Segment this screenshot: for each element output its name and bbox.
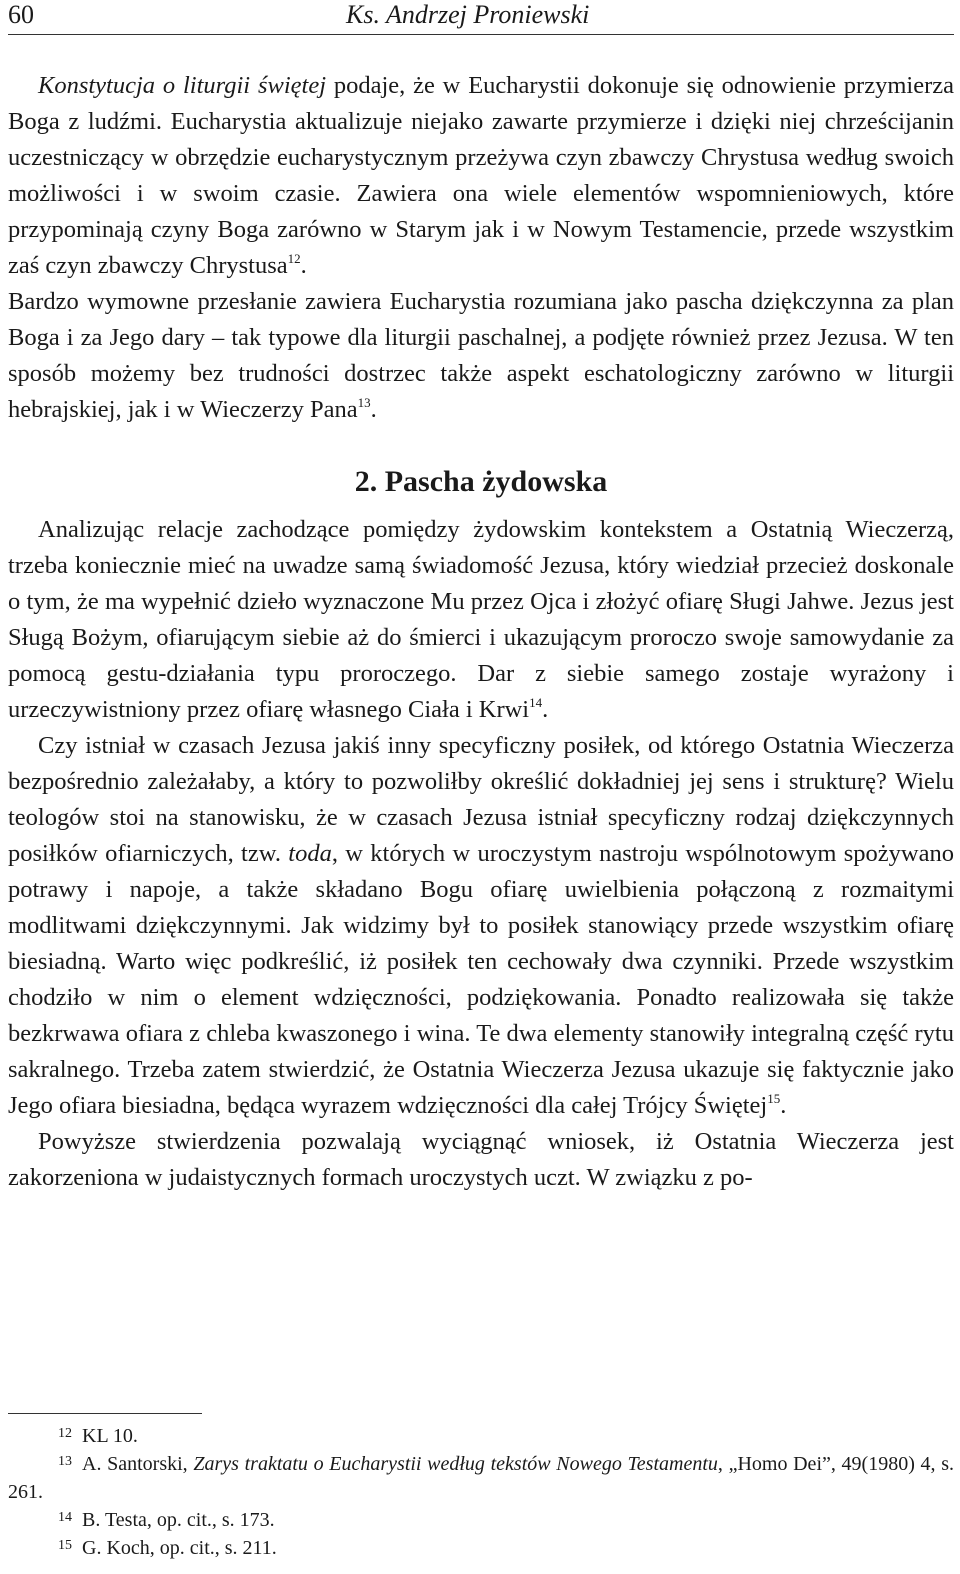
- body-text: [8, 68, 954, 1196]
- footnote-item: 14 B. Testa, op. cit., s. 173.: [58, 1509, 275, 1531]
- paragraph-5: [8, 1124, 954, 1196]
- paragraph-text: Powyższe stwierdzenia pozwalają wyciągnąć wniosek, iż Ostatnia Wieczerza jest zakorzeniona w judaistycznych formach uroczystych uczt. W związku z po-: [8, 1128, 954, 1191]
- footnote-text-cont: , „Homo Dei”, 49(1980) 4, s. 261.: [8, 1453, 955, 1503]
- footnote-item: 15 G. Koch, op. cit., s. 211.: [58, 1537, 277, 1559]
- paragraph-end: .: [370, 396, 377, 423]
- paragraph-1: [8, 68, 954, 284]
- paragraph-end: .: [542, 696, 549, 723]
- paragraph-text: Bardzo wymowne przesłanie zawiera Eucharystia rozumiana jako pascha dziękczynna za plan Boga i za Jego dary – tak typowe dla liturgii paschalnej, a podjęte również przez Jezusa. W ten sposób możemy bez trudności dostrzec także aspekt eschatologiczny zarówno w liturgii hebrajskiej, jak i w Wieczerzy Pana: [8, 288, 954, 423]
- italic-title: Konstytucja o liturgii świętej: [38, 72, 326, 99]
- footnote-text: B. Testa, op. cit., s. 173.: [82, 1509, 275, 1531]
- footnote-ref[interactable]: 13: [357, 395, 371, 410]
- footnote-item: 12 KL 10.: [58, 1425, 138, 1447]
- paragraph-text: podaje, że w Eucharystii dokonuje się odnowienie przymierza Boga z ludźmi. Eucharystia aktualizuje niejako zawarte przymierze i dzięki niej chrześcijanin uczestniczący w obrzędzie eucharystycznym przeżywa czyn zbawczy Chrystusa według swoich możliwości i w swoim czasie. Zawiera ona wiele elementów wspomnieniowych, które przypominają czyny Boga zarówno w Starym jak i w Nowym Testamencie, przede wszystkim zaś czyn zbawczy Chrystusa: [8, 72, 954, 279]
- paragraph-3: [8, 512, 954, 728]
- italic-term: toda: [288, 840, 332, 867]
- footnote-ref[interactable]: 15: [767, 1091, 781, 1106]
- footnote-italic-title: Zarys traktatu o Eucharystii według tekstów Nowego Testamentu: [193, 1453, 718, 1475]
- paragraph-text-cont: , w których w uroczystym nastroju wspólnotowym spożywano potrawy i napoje, a także składano Bogu ofiarę uwielbienia połączoną z rozmaitymi modlitwami dziękczynnymi. Jak widzimy był to posiłek stanowiący przede wszystkim ofiarę biesiadną. Warto więc podkreślić, iż posiłek ten cechowały dwa czynniki. Przede wszystkim chodziło w nim o element wdzięczności, podziękowania. Ponadto realizowała się także bezkrwawa ofiara z chleba kwaszonego i wina. Te dwa elementy stanowiły integralną część rytu sakralnego. Trzeba zatem stwierdzić, że Ostatnia Wieczerza Jezusa ukazuje się faktycznie jako Jego ofiara biesiadna, będąca wyrazem wdzięczności dla całej Trójcy Świętej: [8, 840, 955, 1119]
- footnote-text: A. Santorski,: [82, 1453, 194, 1475]
- paragraph-4: [8, 728, 954, 1124]
- footnote-text: G. Koch, op. cit., s. 211.: [82, 1537, 277, 1559]
- footnote-divider: [8, 1413, 202, 1414]
- footnote-ref[interactable]: 12: [287, 251, 301, 266]
- paragraph-text: Analizując relacje zachodzące pomiędzy żydowskim kontekstem a Ostatnią Wieczerzą, trzeba koniecznie mieć na uwadze samą świadomość Jezusa, który wiedział przecież doskonale o tym, że ma wypełnić dzieło wyznaczone Mu przez Ojca i złożyć ofiarę Sługi Jahwe. Jezus jest Sługą Bożym, ofiarującym siebie aż do śmierci i ukazującym proroczo swoje samowydanie za pomocą gestu-działania typu proroczego. Dar z siebie samego zostaje wyrażony i urzeczywistniony przez ofiarę własnego Ciała i Krwi: [8, 516, 954, 723]
- page-header: [8, 0, 954, 35]
- section-heading: 2. Pascha żydowska: [354, 465, 608, 498]
- paragraph-end: .: [300, 252, 307, 279]
- footnote-text: KL 10.: [82, 1425, 138, 1447]
- paragraph-end: .: [780, 1092, 787, 1119]
- footnote-item: 13 A. Santorski, Zarys traktatu o Eucharystii według tekstów Nowego Testamentu, „Homo Dei”, 49(1980) 4, s. 261.: [8, 1453, 955, 1503]
- footnotes: [8, 1422, 954, 1562]
- paragraph-text: Czy istniał w czasach Jezusa jakiś inny specyficzny posiłek, od którego Ostatnia Wieczerza bezpośrednio zależałaby, a który to pozwoliłby określić dokładniej jej sens i strukturę? Wielu teologów stoi na stanowisku, że w czasach Jezusa istniał specyficzny rodzaj dziękczynnych posiłków ofiarniczych, tzw.: [8, 732, 954, 867]
- paragraph-2: [8, 284, 954, 428]
- page-number: 60: [8, 0, 34, 29]
- footnote-ref[interactable]: 14: [529, 695, 543, 710]
- running-title: Ks. Andrzej Proniewski: [346, 0, 590, 29]
